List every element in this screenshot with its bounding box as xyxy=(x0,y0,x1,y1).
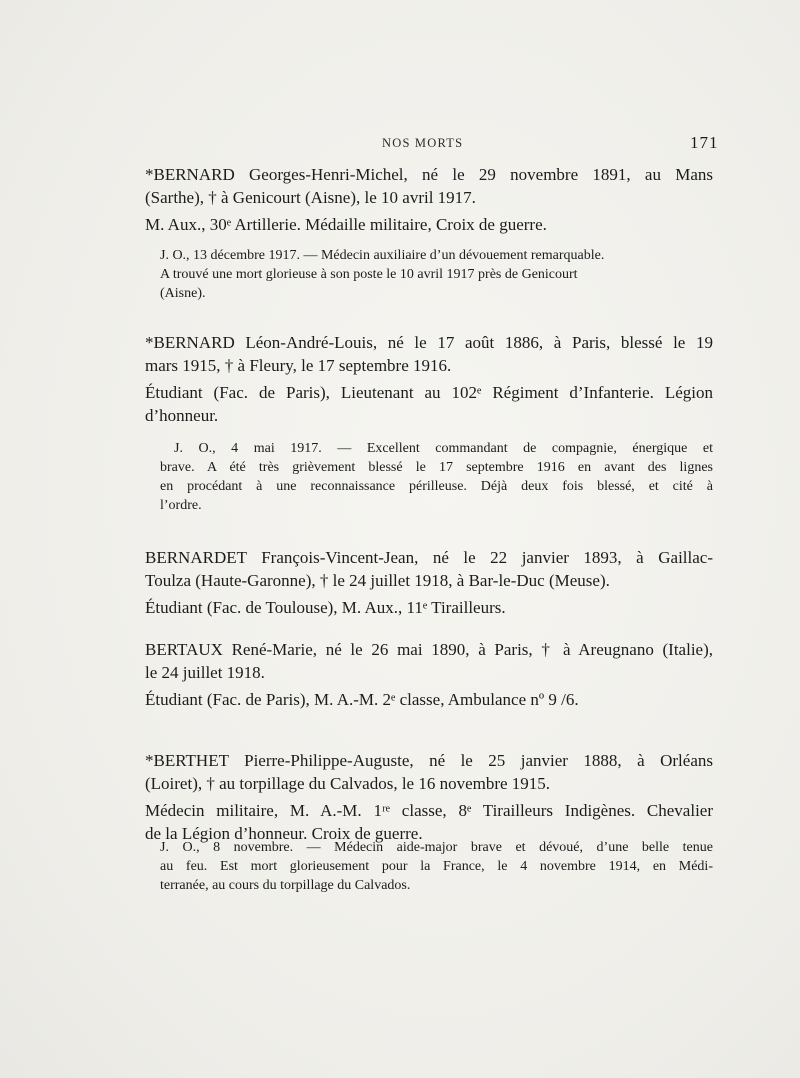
entry-line: le 24 juillet 1918. xyxy=(145,663,265,682)
service-line: Étudiant (Fac. de Paris), Lieutenant au 102ᵉ Régiment d’Infanterie. Légion xyxy=(145,383,713,402)
citation-line: terranée, au cours du torpillage du Calvados. xyxy=(160,878,411,893)
entry-line: *BERTHET Pierre-Philippe-Auguste, né le 25 janvier 1888, à Orléans xyxy=(145,751,713,770)
citation-bernard-leon xyxy=(160,439,713,515)
citation-bernard-georges xyxy=(160,246,713,303)
page-header xyxy=(0,133,800,156)
entry-line: BERNARDET François-Vincent-Jean, né le 22 janvier 1893, à Gaillac- xyxy=(145,548,713,567)
entry-line: Toulza (Haute-Garonne), † le 24 juillet 1918, à Bar-le-Duc (Meuse). xyxy=(145,571,610,590)
service-line: de la Légion d’honneur. Croix de guerre. xyxy=(145,824,423,843)
running-title: NOS MORTS xyxy=(382,136,464,150)
citation-line: J. O., 13 décembre 1917. — Médecin auxiliaire d’un dévouement remarquable. xyxy=(160,248,605,263)
citation-line: au feu. Est mort glorieusement pour la France, le 4 novembre 1914, en Médi- xyxy=(160,859,713,874)
citation-line: brave. A été très grièvement blessé le 17 septembre 1916 en avant des lignes xyxy=(160,460,713,475)
entry-line: (Sarthe), † à Genicourt (Aisne), le 10 avril 1917. xyxy=(145,188,476,207)
page-number: 171 xyxy=(690,133,719,152)
entry-bernard-leon xyxy=(145,331,713,427)
service-line: Étudiant (Fac. de Paris), M. A.-M. 2ᵉ classe, Ambulance nº 9 /6. xyxy=(145,690,579,709)
entry-line: *BERNARD Léon-André-Louis, né le 17 août 1886, à Paris, blessé le 19 xyxy=(145,333,713,352)
citation-line: (Aisne). xyxy=(160,286,206,301)
citation-line: J. O., 8 novembre. — Médecin aide-major brave et dévoué, d’une belle tenue xyxy=(160,840,713,855)
service-line: d’honneur. xyxy=(145,406,219,425)
service-line: Médecin militaire, M. A.-M. 1ʳᵉ classe, 8ᵉ Tirailleurs Indigènes. Chevalier xyxy=(145,801,713,820)
entry-bernard-georges xyxy=(145,163,713,236)
entry-bertaux-rene xyxy=(145,638,713,711)
citation-berthet-pierre xyxy=(160,838,713,895)
entry-berthet-pierre xyxy=(145,749,713,845)
entry-line: *BERNARD Georges-Henri-Michel, né le 29 novembre 1891, au Mans xyxy=(145,165,713,184)
entry-bernardet-francois xyxy=(145,546,713,619)
entry-line: (Loiret), † au torpillage du Calvados, le 16 novembre 1915. xyxy=(145,774,551,793)
citation-line: l’ordre. xyxy=(160,498,202,513)
entry-line: mars 1915, † à Fleury, le 17 septembre 1916. xyxy=(145,356,452,375)
citation-line: J. O., 4 mai 1917. — Excellent commandant de compagnie, énergique et xyxy=(174,441,713,456)
service-line: Étudiant (Fac. de Toulouse), M. Aux., 11ᵉ Tirailleurs. xyxy=(145,598,506,617)
citation-line: en procédant à une reconnaissance périlleuse. Déjà deux fois blessé, et cité à xyxy=(160,479,713,494)
citation-line: A trouvé une mort glorieuse à son poste le 10 avril 1917 près de Genicourt xyxy=(160,267,578,282)
entry-line: BERTAUX René-Marie, né le 26 mai 1890, à Paris, † à Areugnano (Italie), xyxy=(145,640,713,659)
service-line: M. Aux., 30ᵉ Artillerie. Médaille militaire, Croix de guerre. xyxy=(145,215,547,234)
